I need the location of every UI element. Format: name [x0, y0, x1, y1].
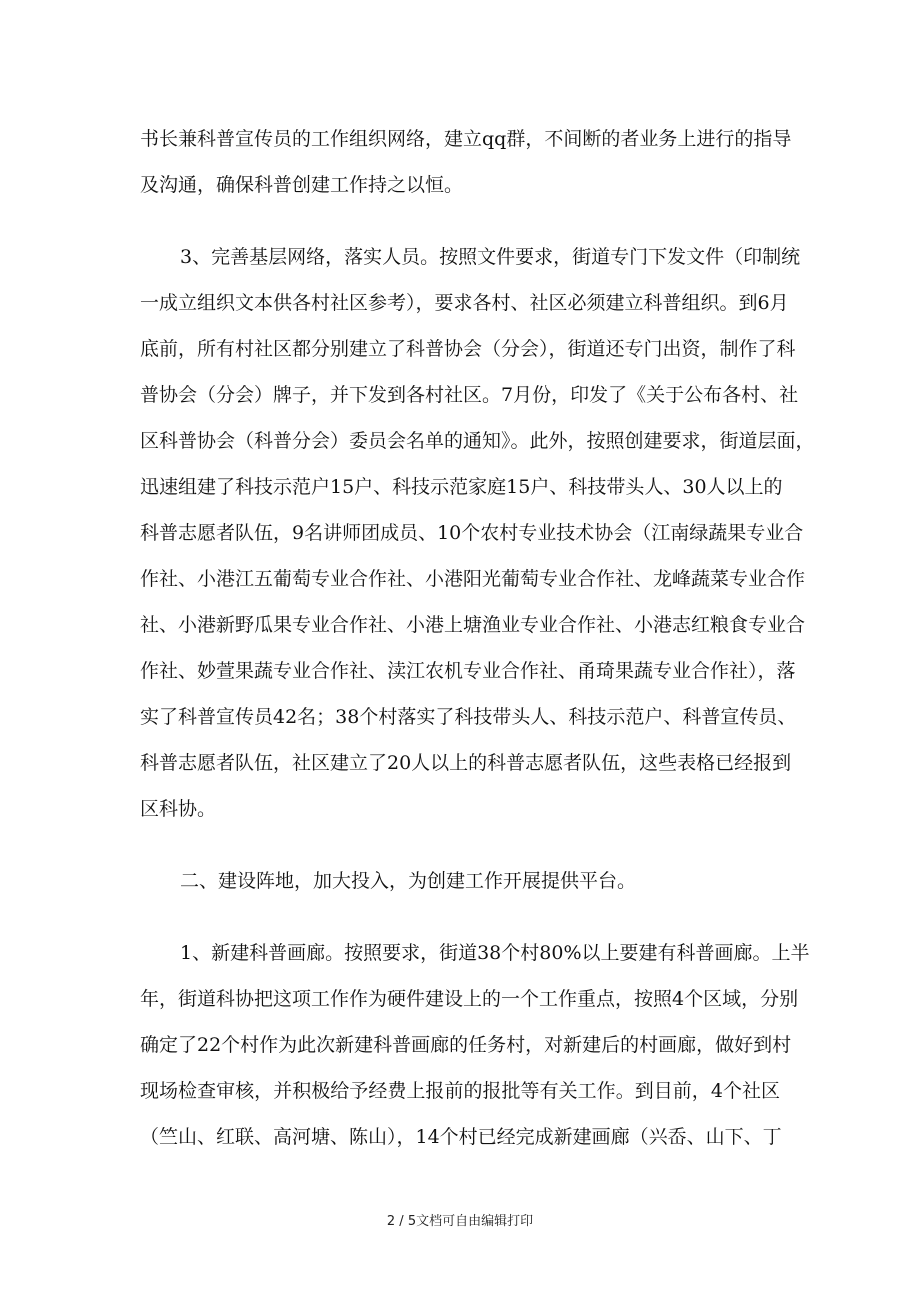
paragraph-line: 普协会（分会）牌子，并下发到各村社区。7月份，印发了《关于公布各村、社 [140, 384, 799, 406]
paragraph-line: 科普志愿者队伍，社区建立了20人以上的科普志愿者队伍，这些表格已经报到 [140, 752, 792, 774]
paragraph-line: 现场检查审核，并积极给予经费上报前的报批等有关工作。到目前，4个社区 [140, 1080, 780, 1102]
page-footer: 2 / 5文档可自由编辑打印 [386, 1214, 534, 1229]
section-heading: 二、建设阵地，加大投入，为创建工作开展提供平台。 [180, 870, 637, 892]
paragraph-line: 底前，所有村社区都分别建立了科普协会（分会），街道还专门出资，制作了科 [140, 338, 796, 360]
paragraph-line: 1、新建科普画廊。按照要求，街道38个村80%以上要建有科普画廊。上半 [180, 942, 810, 964]
paragraph-line: 年，街道科协把这项工作作为硬件建设上的一个工作重点，按照4个区域，分别 [140, 988, 799, 1010]
paragraph-line: 确定了22个村作为此次新建科普画廊的任务村，对新建后的村画廊，做好到村 [140, 1034, 792, 1056]
paragraph-line: 迅速组建了科技示范户15户、科技示范家庭15户、科技带头人、30人以上的 [140, 476, 783, 498]
paragraph-line: 书长兼科普宣传员的工作组织网络，建立qq群，不间断的者业务上进行的指导 [140, 128, 792, 150]
paragraph-line: 作社、小港江五葡萄专业合作社、小港阳光葡萄专业合作社、龙峰蔬菜专业合作 [140, 568, 806, 590]
paragraph-line: 3、完善基层网络，落实人员。按照文件要求，街道专门下发文件（印制统 [180, 246, 801, 268]
paragraph-line: 实了科普宣传员42名；38个村落实了科技带头人、科技示范户、科普宣传员、 [140, 706, 797, 728]
paragraph-line: 区科协。 [140, 798, 217, 820]
paragraph-line: 科普志愿者队伍，9名讲师团成员、10个农村专业技术协会（江南绿蔬果专业合 [140, 522, 804, 544]
paragraph-line: 区科普协会（科普分会）委员会名单的通知》。此外，按照创建要求，街道层面， [140, 430, 815, 452]
paragraph-line: 作社、妙萱果蔬专业合作社、渎江农机专业合作社、甬琦果蔬专业合作社），落 [140, 660, 796, 682]
paragraph-line: 及沟通，确保科普创建工作持之以恒。 [140, 174, 464, 196]
paragraph-line: 社、小港新野瓜果专业合作社、小港上塘渔业专业合作社、小港志红粮食专业合 [140, 614, 806, 636]
paragraph-line: （竺山、红联、高河塘、陈山），14个村已经完成新建画廊（兴岙、山下、丁 [140, 1126, 782, 1148]
paragraph-line: 一成立组织文本供各村社区参考），要求各村、社区必须建立科普组织。到6月 [140, 292, 789, 314]
